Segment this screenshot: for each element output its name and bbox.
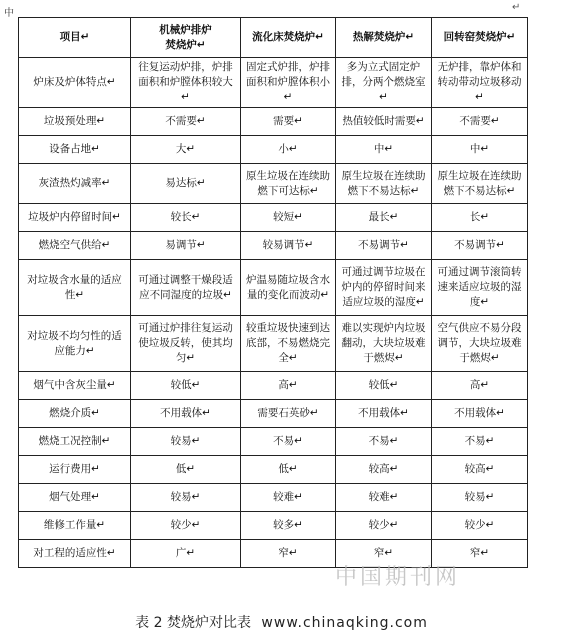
table-row: [19, 428, 528, 456]
table-row: [19, 58, 528, 108]
table-row: [19, 484, 528, 512]
table-cell: 较易调节↵: [241, 232, 336, 260]
table-cell: 窄↵: [241, 540, 336, 568]
table-row: [19, 456, 528, 484]
table-cell: 低↵: [131, 456, 241, 484]
table-cell: 较低↵: [336, 372, 432, 400]
table-row: [19, 108, 528, 136]
table-cell: 广↵: [131, 540, 241, 568]
table-cell: 较易↵: [432, 484, 528, 512]
table-cell: 大↵: [131, 136, 241, 164]
table-cell: 较少↵: [432, 512, 528, 540]
table-cell: 窄↵: [432, 540, 528, 568]
row-label-cell: 设备占地↵: [19, 136, 131, 164]
table-row: [19, 512, 528, 540]
row-label-cell: 垃圾炉内停留时间↵: [19, 204, 131, 232]
table-cell: 需要↵: [241, 108, 336, 136]
table-cell: 往复运动炉排，炉排面积和炉膛体积较大↵: [131, 58, 241, 108]
table-cell: 较高↵: [336, 456, 432, 484]
watermark-text: 中国期刊网: [335, 565, 461, 590]
table-cell: 原生垃圾在连续助燃下可达标↵: [241, 164, 336, 204]
table-cell: 较易↵: [131, 484, 241, 512]
table-cell: 需要石英砂↵: [241, 400, 336, 428]
table-caption: [0, 612, 563, 632]
table-cell: 较难↵: [336, 484, 432, 512]
table-cell: 不易↵: [432, 428, 528, 456]
table-cell: 窄↵: [336, 540, 432, 568]
table-cell: 中↵: [336, 136, 432, 164]
table-row: [19, 372, 528, 400]
row-end-mark: ↵: [512, 2, 521, 13]
row-label-cell: 燃烧空气供给↵: [19, 232, 131, 260]
table-cell: 较易↵: [131, 428, 241, 456]
table-cell: 不用载体↵: [336, 400, 432, 428]
table-cell: 热值较低时需要↵: [336, 108, 432, 136]
table-cell: 可通过炉排往复运动使垃圾反转，使其均匀↵: [131, 316, 241, 372]
table-cell: 易调节↵: [131, 232, 241, 260]
row-label-cell: 灰渣热灼减率↵: [19, 164, 131, 204]
table-cell: 可通过调节垃圾在炉内的停留时间来适应垃圾的湿度↵: [336, 260, 432, 316]
row-label-cell: 燃烧工况控制↵: [19, 428, 131, 456]
table-body: [19, 18, 528, 568]
table-row: [19, 164, 528, 204]
table-row: [19, 204, 528, 232]
row-label-cell: 运行费用↵: [19, 456, 131, 484]
header-cell: 机械炉排炉 焚烧炉↵: [131, 18, 241, 58]
table-cell: 炉温易随垃圾含水量的变化而波动↵: [241, 260, 336, 316]
table-cell: 小↵: [241, 136, 336, 164]
table-cell: 易达标↵: [131, 164, 241, 204]
row-label-cell: 维修工作量↵: [19, 512, 131, 540]
row-label-cell: 烟气处理↵: [19, 484, 131, 512]
incinerator-comparison-table: [18, 17, 528, 568]
table-cell: 不易调节↵: [432, 232, 528, 260]
table-cell: 中↵: [432, 136, 528, 164]
table-cell: 不易↵: [336, 428, 432, 456]
table-cell: 无炉排，靠炉体和转动带动垃圾移动↵: [432, 58, 528, 108]
row-label-cell: 烟气中含灰尘量↵: [19, 372, 131, 400]
row-label-cell: 对垃圾含水量的适应性↵: [19, 260, 131, 316]
table-cell: 不易↵: [241, 428, 336, 456]
caption-title: 表 2 焚烧炉对比表: [135, 615, 251, 631]
table-row: [19, 260, 528, 316]
table-cell: 空气供应不易分段调节，大块垃圾难于燃烬↵: [432, 316, 528, 372]
table-cell: 难以实现炉内垃圾翻动，大块垃圾难于燃烬↵: [336, 316, 432, 372]
table-cell: 较难↵: [241, 484, 336, 512]
table-cell: 原生垃圾在连续助燃下不易达标↵: [336, 164, 432, 204]
table-cell: 高↵: [241, 372, 336, 400]
table-cell: 较重垃圾快速到达底部，不易燃烧完全↵: [241, 316, 336, 372]
table-cell: 原生垃圾在连续助燃下不易达标↵: [432, 164, 528, 204]
row-label-cell: 燃烧介质↵: [19, 400, 131, 428]
row-label-cell: 垃圾预处理↵: [19, 108, 131, 136]
table-row: [19, 232, 528, 260]
table-row: [19, 316, 528, 372]
caption-site: www.chinaqking.com: [261, 615, 428, 631]
table-cell: 较少↵: [131, 512, 241, 540]
header-cell: 流化床焚烧炉↵: [241, 18, 336, 58]
table-row: [19, 400, 528, 428]
table-cell: 多为立式固定炉排，分两个燃烧室↵: [336, 58, 432, 108]
table-cell: 较少↵: [336, 512, 432, 540]
table-cell: 最长↵: [336, 204, 432, 232]
table-cell: 不用载体↵: [432, 400, 528, 428]
table-cell: 较高↵: [432, 456, 528, 484]
header-cell: 回转窑焚烧炉↵: [432, 18, 528, 58]
row-label-cell: 炉床及炉体特点↵: [19, 58, 131, 108]
table-cell: 不易调节↵: [336, 232, 432, 260]
table-row: [19, 136, 528, 164]
table-cell: 高↵: [432, 372, 528, 400]
header-cell: 热解焚烧炉↵: [336, 18, 432, 58]
table-cell: 可通过调整干燥段适应不同湿度的垃圾↵: [131, 260, 241, 316]
table-cell: 较多↵: [241, 512, 336, 540]
table-cell: 可通过调节滚筒转速来适应垃圾的湿度↵: [432, 260, 528, 316]
table-cell: 不用载体↵: [131, 400, 241, 428]
row-label-cell: 对垃圾不均匀性的适应能力↵: [19, 316, 131, 372]
table-cell: 低↵: [241, 456, 336, 484]
table-cell: 较低↵: [131, 372, 241, 400]
table-cell: 长↵: [432, 204, 528, 232]
comparison-table-wrapper: [18, 17, 528, 568]
table-cell: 不需要↵: [131, 108, 241, 136]
row-label-cell: 对工程的适应性↵: [19, 540, 131, 568]
table-cell: 不需要↵: [432, 108, 528, 136]
table-cell: 较短↵: [241, 204, 336, 232]
paragraph-mark: 中: [4, 8, 14, 19]
table-cell: 较长↵: [131, 204, 241, 232]
header-cell: 项目↵: [19, 18, 131, 58]
table-cell: 固定式炉排，炉排面积和炉膛体积小↵: [241, 58, 336, 108]
table-header-row: [19, 18, 528, 58]
